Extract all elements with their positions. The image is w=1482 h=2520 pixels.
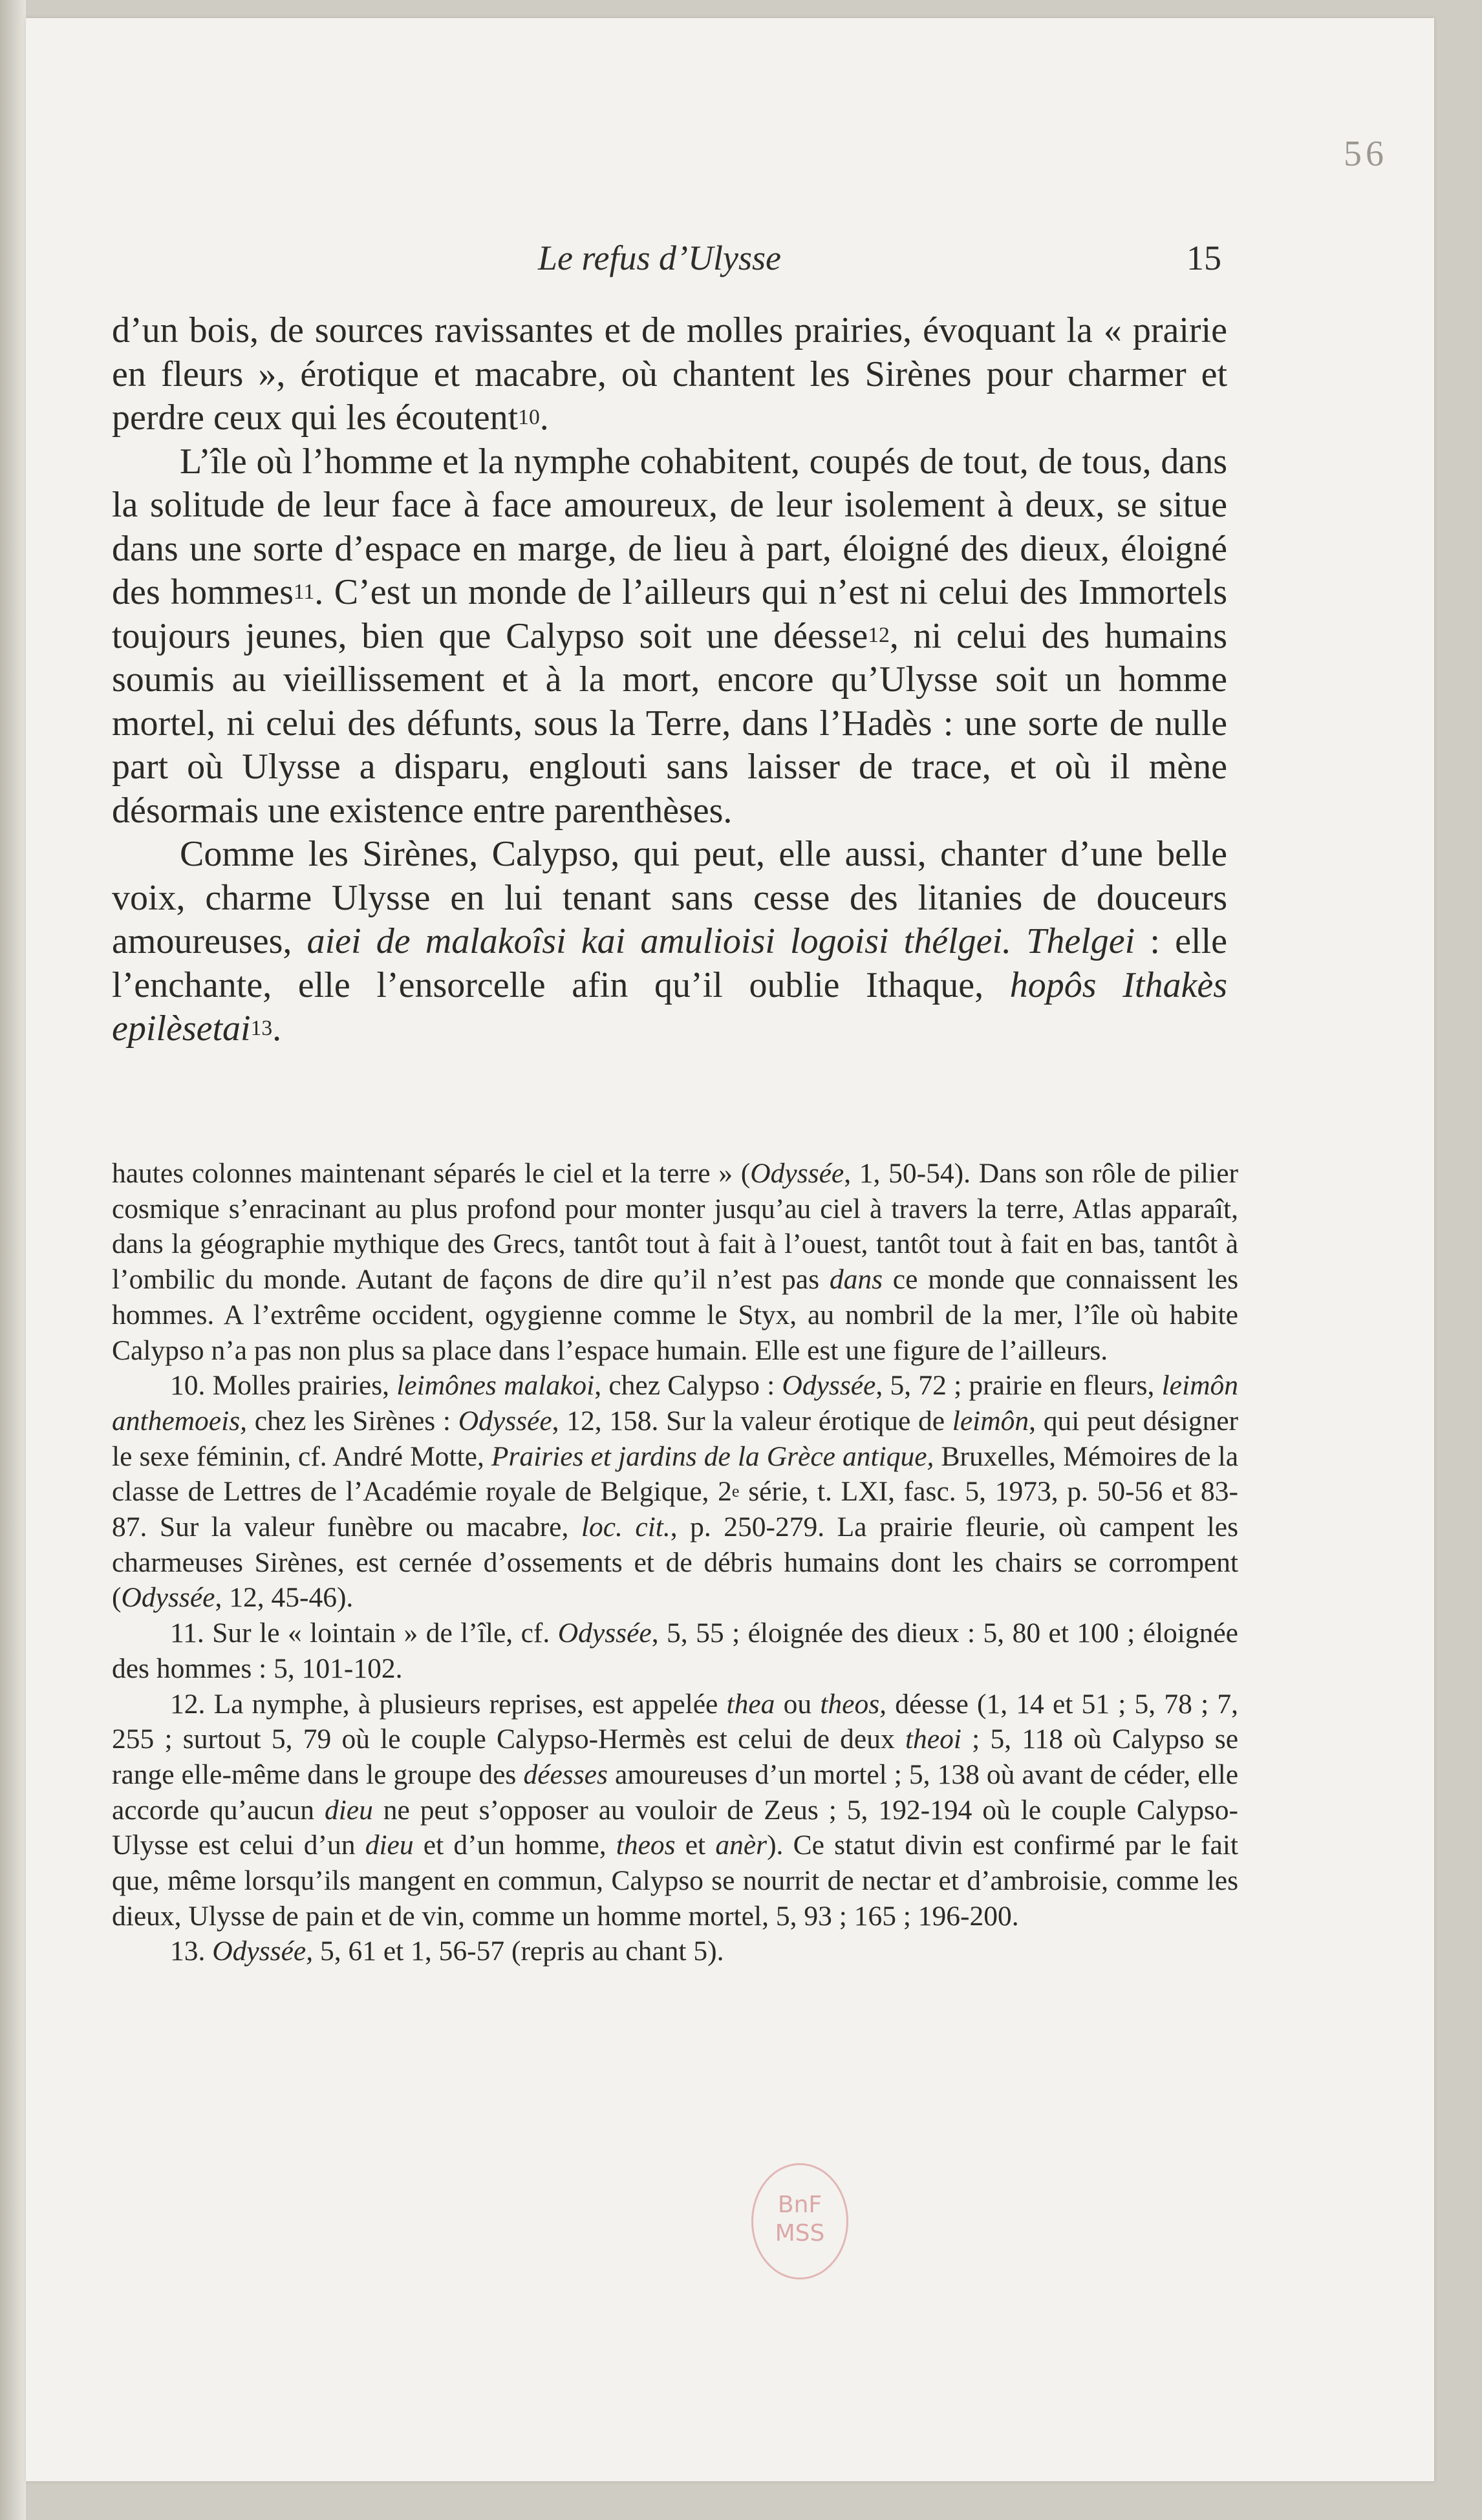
text-run: , chez Calypso :	[594, 1370, 782, 1402]
note-ref: 10	[518, 405, 540, 429]
italic-text: anèr	[715, 1830, 768, 1861]
paragraph	[112, 833, 1227, 1051]
italic-text: dans	[829, 1264, 883, 1296]
library-stamp-line: MSS	[775, 2220, 825, 2247]
italic-text: Odyssée	[750, 1158, 844, 1189]
text-run: , 1, 50-54). Dans son rôle de pilier cosmique s’enracinant au plus profond pour monter jusqu’au ciel à travers la terre, Atlas apparaît, dans la géographie mythique des Grecs, tantôt tout à fait à l’ouest, tantôt tout à fait en bas, tantôt à l’ombilic du monde. Autant de façons de dire qu’il n’est pas	[112, 1158, 1238, 1296]
italic-text: dieu	[324, 1794, 373, 1826]
italic-text: aiei de malakoîsi kai amulioisi logoisi thélgei. Thelgei	[306, 921, 1135, 961]
italic-text: dieu	[365, 1830, 414, 1861]
text-run: 12. La nymphe, à plusieurs reprises, est appelée	[170, 1688, 727, 1720]
text-run: ne peut s’opposer au vouloir de Zeus ; 5, 192-194 où le couple Calypso-Ulysse est celui d’un	[112, 1794, 1238, 1861]
italic-text: hopôs Ithakès epilèsetai	[112, 965, 1227, 1049]
text-run: , 5, 72 ; prairie en fleurs,	[875, 1370, 1162, 1402]
paragraph	[112, 309, 1227, 440]
italic-text: theos	[616, 1830, 676, 1861]
italic-text: theoi	[905, 1724, 961, 1755]
book-page	[26, 18, 1434, 2481]
note-ref: 11	[293, 579, 315, 604]
text-run: : elle l’enchante, elle l’ensorcelle afin qu’il oublie Ithaque,	[112, 921, 1228, 1005]
text-run: 13.	[170, 1936, 213, 1967]
text-run: d’un bois, de sources ravissantes et de molles prairies, évoquant la « prairie en fleurs », érotique et macabre, où chantent les Sirènes pour charmer et perdre ceux qui les écoutent	[112, 310, 1227, 438]
italic-text: déesses	[523, 1758, 608, 1790]
note-ref: 12	[868, 623, 890, 648]
text-run: L’île où l’homme et la nymphe cohabitent, coupés de tout, de tous, dans la solitude de leur face à face amoureux, de leur isolement à deux, se situe dans une sorte d’espace en marge, de lieu à part, éloigné des dieux, éloigné des hommes	[112, 441, 1227, 612]
text-run: et d’un homme,	[413, 1830, 616, 1861]
text-run: , 12, 158. Sur la valeur érotique de	[552, 1405, 952, 1436]
text-run: Comme les Sirènes, Calypso, qui peut, elle aussi, chanter d’une belle voix, charme Ulysse en lui tenant sans cesse des litanies de douceurs amoureuses,	[112, 834, 1227, 961]
text-run: amoureuses d’un mortel ; 5, 138 où avant de céder, elle accorde qu’aucun	[112, 1758, 1238, 1826]
text-run: 11. Sur le « lointain » de l’île, cf.	[170, 1618, 558, 1649]
text-run: et	[675, 1830, 716, 1861]
text-run: , qui peut désigner le sexe féminin, cf. André Motte,	[112, 1405, 1239, 1472]
italic-text: leimôn	[952, 1405, 1029, 1436]
italic-text: loc. cit.	[581, 1511, 671, 1543]
text-run: , ni celui des humains soumis au vieillissement et à la mort, encore qu’Ulysse soit un homme mortel, ni celui des défunts, sous la Terre, dans l’Hadès : une sorte de nulle part où Ulysse a disparu, englouti sans laisser de trace, et où il mène désormais une existence entre parenthèses.	[112, 615, 1227, 831]
text-run: série, t. LXI, fasc. 5, 1973, p. 50-56 et 83-87. Sur la valeur funèbre ou macabre,	[112, 1476, 1238, 1543]
italic-text: Odyssée,	[212, 1936, 314, 1967]
text-run: ; 5, 118 où Calypso se range elle-même dans le groupe des	[112, 1724, 1239, 1790]
italic-text: Prairies et jardins de la Grèce antique,	[491, 1440, 934, 1472]
footnote-13	[112, 1934, 1238, 1969]
text-run: chez les Sirènes :	[247, 1405, 458, 1436]
folio-stamp-number: 56	[1344, 134, 1388, 174]
text-run: ou	[775, 1688, 821, 1720]
italic-text: Odyssée	[458, 1405, 552, 1436]
italic-text: Odyssée	[121, 1582, 215, 1614]
text-run: .	[272, 1009, 282, 1049]
text-run: 5, 61 et 1, 56-57 (repris au chant 5).	[313, 1936, 724, 1967]
text-run: , 12, 45-46).	[215, 1582, 354, 1614]
footnote-10	[112, 1368, 1238, 1616]
footnote-12	[112, 1687, 1238, 1934]
library-stamp-line: BnF	[777, 2192, 822, 2218]
text-run: 10. Molles prairies,	[170, 1370, 397, 1402]
running-head-title: Le refus d’Ulysse	[538, 239, 781, 277]
italic-text: theos,	[820, 1688, 887, 1720]
library-stamp	[751, 2163, 848, 2280]
footnotes	[112, 1156, 1238, 1969]
text-run: Bruxelles, Mémoires de la classe de Lettres de l’Académie royale de Belgique, 2	[112, 1440, 1239, 1508]
main-text	[112, 309, 1227, 1051]
text-run: déesse (1, 14 et 51 ; 5, 78 ; 7, 255 ; surtout 5, 79 où le couple Calypso-Hermès est celui de deux	[112, 1688, 1238, 1755]
text-run: ). Ce statut divin est confirmé par le fait que, même lorsqu’ils mangent en commun, Calypso se nourrit de nectar et d’ambroisie, comme les dieux, Ulysse de pain et de vin, comme un homme mortel, 5, 93 ; 165 ; 196-200.	[112, 1830, 1238, 1932]
text-run: . C’est un monde de l’ailleurs qui n’est ni celui des Immortels toujours jeunes, bien que Calypso soit une déesse	[112, 572, 1227, 656]
text-run: ce monde que connaissent les hommes. A l’extrême occident, ogygienne comme le Styx, au nombril de la mer, l’île où habite Calypso n’a pas non plus sa place dans l’espace humain. Elle est une figure de l’ailleurs.	[112, 1264, 1238, 1366]
italic-text: leimônes malakoi	[396, 1370, 595, 1402]
text-run: hautes colonnes maintenant séparés le ciel et la terre » (	[112, 1158, 751, 1189]
page-edge	[0, 0, 26, 2520]
italic-text: thea	[726, 1688, 775, 1720]
text-run: , 5, 55 ; éloignée des dieux : 5, 80 et 100 ; éloignée des hommes : 5, 101-102.	[112, 1618, 1238, 1684]
italic-text: Odyssée	[782, 1370, 876, 1402]
text-run: .	[539, 398, 549, 438]
footnote-11	[112, 1616, 1238, 1686]
note-ref: 13	[250, 1016, 273, 1040]
paragraph	[112, 440, 1227, 833]
text-run: , p. 250-279. La prairie fleurie, où campent les charmeuses Sirènes, est cernée d’ossements et de débris humains dont les chairs se corrompent (	[112, 1511, 1239, 1614]
italic-text: Odyssée	[557, 1618, 652, 1649]
italic-text: leimôn anthemoeis,	[112, 1370, 1238, 1436]
footnote-continuation	[112, 1156, 1238, 1368]
note-ref: e	[731, 1481, 740, 1500]
page-number: 15	[1187, 239, 1221, 277]
